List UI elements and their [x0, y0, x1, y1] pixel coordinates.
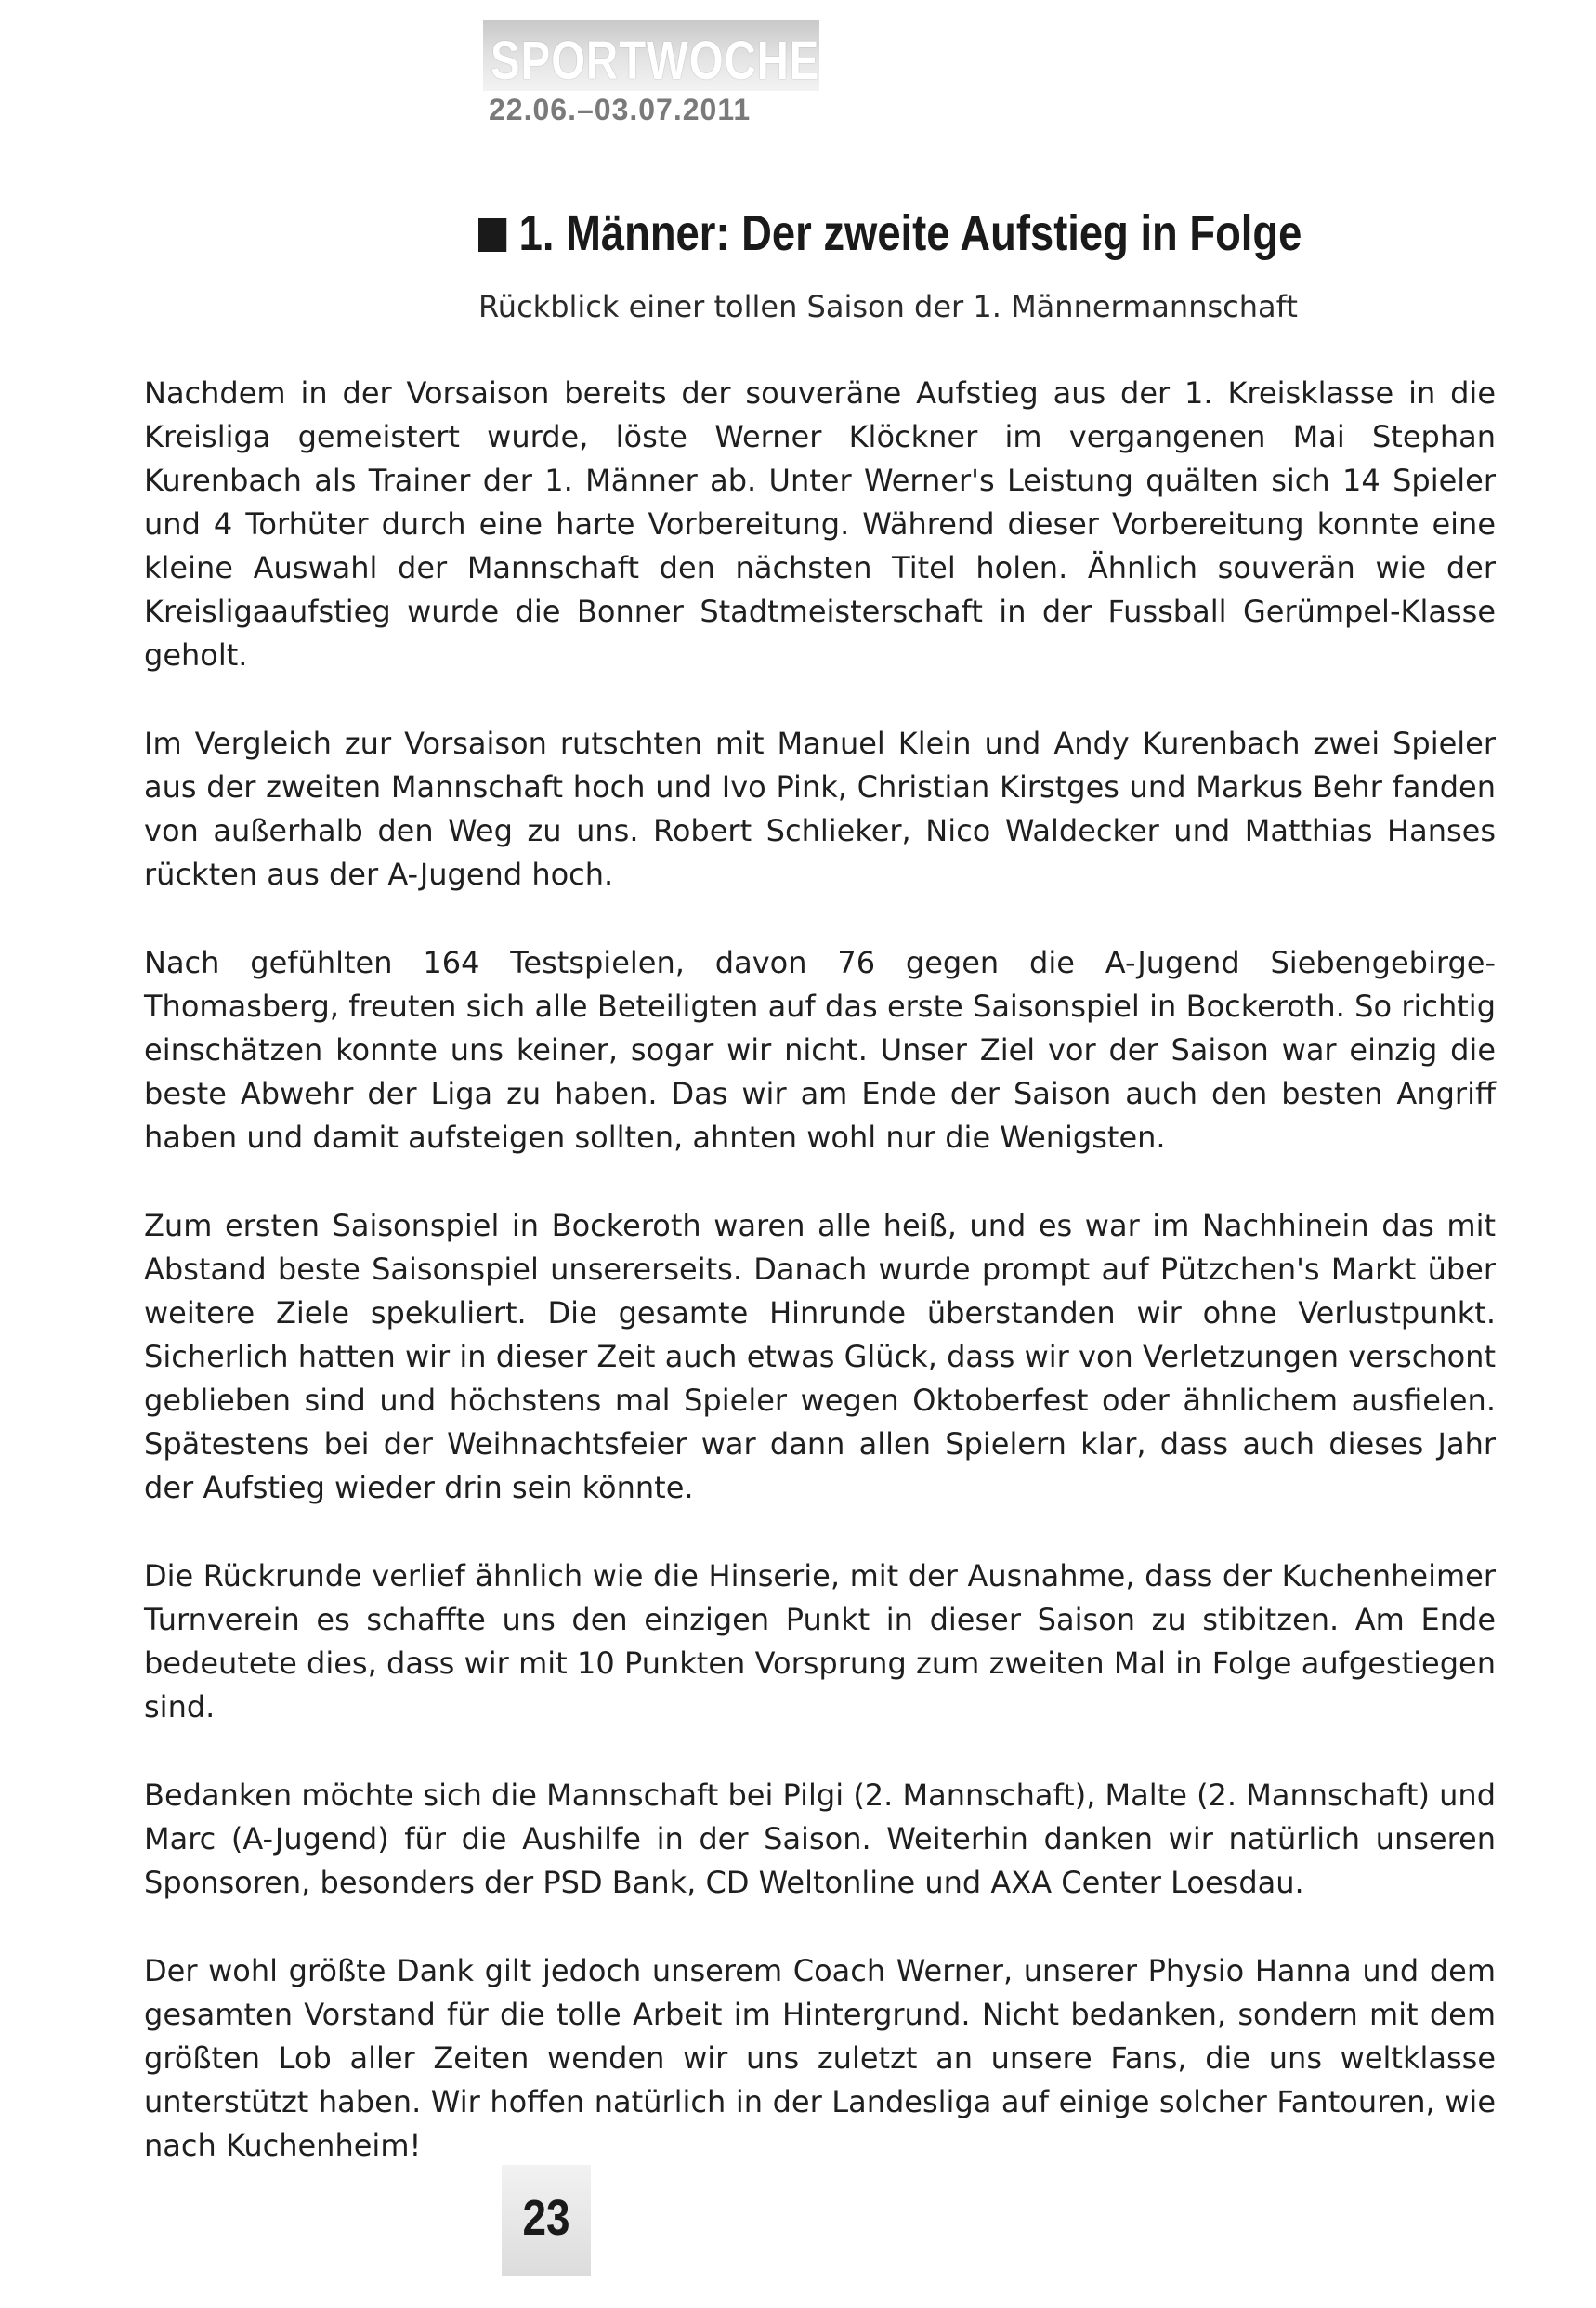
issue-date: 22.06.–03.07.2011	[489, 93, 752, 126]
article-headline	[478, 203, 1302, 264]
square-bullet-icon	[478, 218, 506, 252]
article-subtitle: Rückblick einer tollen Saison der 1. Männermannschaft	[478, 289, 1298, 324]
paragraph: Nach gefühlten 164 Testspielen, davon 76 gegen die A-Jugend Siebengebirge-Thomasberg, freuten sich alle Beteiligten auf das erste Saisonspiel in Bockeroth. So richtig einschätzen konnte uns keiner, sogar wir nicht. Unser Ziel vor der Saison war einzig die beste Abwehr der Liga zu haben. Das wir am Ende der Saison auch den besten Angriff haben und damit aufsteigen sollten, ahnten wohl nur die Wenigsten.	[144, 945, 1496, 1155]
paragraph: Nachdem in der Vorsaison bereits der souveräne Aufstieg aus der 1. Kreisklasse in die Kreisliga gemeistert wurde, löste Werner Klöckner im vergangenen Mai Stephan Kurenbach als Trainer der 1. Männer ab. Unter Werner's Leistung quälten sich 14 Spieler und 4 Torhüter durch eine harte Vorbereitung. Während dieser Vorbereitung konnte eine kleine Auswahl der Mannschaft den nächsten Titel holen. Ähnlich souverän wie der Kreisligaaufstieg wurde die Bonner Stadtmeisterschaft in der Fussball Gerümpel-Klasse geholt.	[144, 375, 1496, 673]
article-body	[144, 372, 1496, 2212]
paragraph: Der wohl größte Dank gilt jedoch unserem Coach Werner, unserer Physio Hanna und dem gesamten Vorstand für die tolle Arbeit im Hintergrund. Nicht bedanken, sondern mit dem größten Lob aller Zeiten wenden wir uns zuletzt an unsere Fans, die uns weltklasse unterstützt haben. Wir hoffen natürlich in der Landesliga auf einige solcher Fantouren, wie nach Kuchenheim!	[144, 1953, 1496, 2163]
paragraph: Die Rückrunde verlief ähnlich wie die Hinserie, mit der Ausnahme, dass der Kuchenheimer Turnverein es schaffte uns den einzigen Punkt in dieser Saison zu stibitzen. Am Ende bedeutete dies, dass wir mit 10 Punkten Vorsprung zum zweiten Mal in Folge aufgestiegen sind.	[144, 1558, 1496, 1724]
paragraph: Bedanken möchte sich die Mannschaft bei Pilgi (2. Mannschaft), Malte (2. Mannschaft) und Marc (A-Jugend) für die Aushilfe in der Saison. Weiterhin danken wir natürlich unseren Sponsoren, besonders der PSD Bank, CD Weltonline und AXA Center Loesdau.	[144, 1777, 1496, 1900]
page-number: 23	[522, 2190, 570, 2246]
paragraph: Im Vergleich zur Vorsaison rutschten mit Manuel Klein und Andy Kurenbach zwei Spieler aus der zweiten Mannschaft hoch und Ivo Pink, Christian Kirstges und Markus Behr fanden von außerhalb den Weg zu uns. Robert Schlieker, Nico Waldecker und Matthias Hanses rückten aus der A-Jugend hoch.	[144, 726, 1496, 892]
paragraph: Zum ersten Saisonspiel in Bockeroth waren alle heiß, und es war im Nachhinein das mit Abstand beste Saisonspiel unsererseits. Danach wurde prompt auf Pützchen's Markt über weitere Ziele spekuliert. Die gesamte Hinrunde überstanden wir ohne Verlustpunkt. Sicherlich hatten wir in dieser Zeit auch etwas Glück, dass wir von Verletzungen verschont geblieben sind und höchstens mal Spieler wegen Oktoberfest oder ähnlichem ausfielen. Spätestens bei der Weihnachtsfeier war dann allen Spielern klar, dass auch dieses Jahr der Aufstieg wieder drin sein könnte.	[144, 1208, 1496, 1505]
publication-title: SPORTWOCHE	[491, 31, 820, 91]
headline-text: 1. Männer: Der zweite Aufstieg in Folge	[518, 205, 1302, 261]
